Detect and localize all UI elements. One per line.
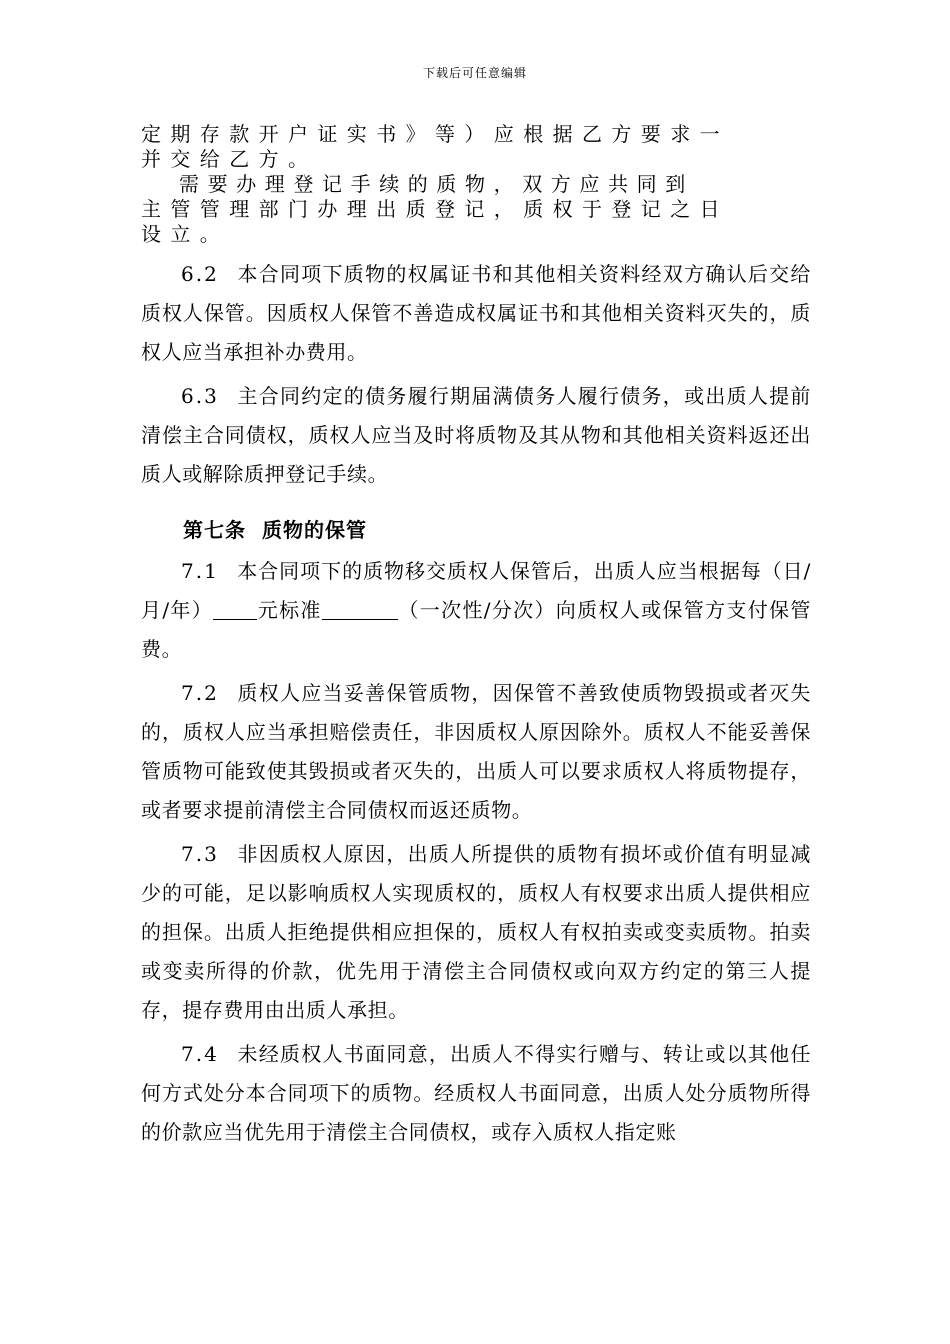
article-7-heading <box>141 512 811 548</box>
clause-7-2 <box>141 674 811 830</box>
clause-6-2 <box>141 255 811 372</box>
clause-text: 质权人应当妥善保管质物，因保管不善致使质物毁损或者灭失的，质权人应当承担赔偿责任，非因质权人原因除外。质权人不能妥善保管质物可能致使其毁损或者灭失的，出质人可以要求质权人将质物提存，或者要求提前清偿主合同债权而返还质物。 <box>141 681 811 822</box>
clause-text: 本合同项下质物的权属证书和其他相关资料经双方确认后交给质权人保管。因质权人保管不善造成权属证书和其他相关资料灭失的，质权人应当承担补办费用。 <box>141 262 811 364</box>
clause-number: 6.2 <box>181 262 219 286</box>
top-line-3: 需要办理登记手续的质物，双方应共同到 <box>179 172 694 196</box>
clause-text: 非因质权人原因，出质人所提供的质物有损坏或价值有明显减少的可能，足以影响质权人实现质权的，质权人有权要求出质人提供相应的担保。出质人拒绝提供相应担保的，质权人有权拍卖或变卖质物。拍卖或变卖所得的价款，优先用于清偿主合同债权或向双方约定的第三人提存，提存费用由出质人承担。 <box>141 842 811 1022</box>
article-title: 质物的保管 <box>262 518 367 542</box>
clause-6-3 <box>141 377 811 494</box>
clause-number: 7.2 <box>181 681 219 705</box>
top-line-5: 设立。 <box>141 222 230 246</box>
clause-number: 7.1 <box>181 559 219 583</box>
clause-text-part1: 本合同项下的质物移交质权人保管后，出质人应当根据每（日/月/年） <box>141 559 811 622</box>
top-line-4: 主管管理部门办理出质登记，质权于登记之日 <box>141 197 729 221</box>
clause-text: 未经质权人书面同意，出质人不得实行赠与、转让或以其他任何方式处分本合同项下的质物。经质权人书面同意，出质人处分质物所得的价款应当优先用于清偿主合同债权，或存入质权人指定账 <box>141 1042 811 1144</box>
fee-amount-blank[interactable] <box>213 599 257 620</box>
clause-number: 7.4 <box>181 1042 219 1066</box>
clause-number: 7.3 <box>181 842 219 866</box>
top-block <box>141 122 811 247</box>
clause-text: 主合同约定的债务履行期届满债务人履行债务，或出质人提前清偿主合同债权，质权人应当及时将质物及其从物和其他相关资料返还出质人或解除质押登记手续。 <box>141 384 811 486</box>
article-number: 第七条 <box>183 518 246 542</box>
document-body <box>141 122 811 1157</box>
clause-7-4 <box>141 1035 811 1152</box>
top-line-2: 并交给乙方。 <box>141 147 318 171</box>
clause-text-part2: 元标准 <box>257 598 322 622</box>
clause-7-3 <box>141 835 811 1030</box>
clause-number: 6.3 <box>181 384 219 408</box>
clause-7-1 <box>141 552 811 669</box>
top-line-1: 定期存款开户证实书》等）应根据乙方要求一 <box>141 122 729 146</box>
clause-text-part3: （一次性/分次）向质权人或保管方支付保管费。 <box>141 598 811 661</box>
page-header: 下载后可任意编辑 <box>422 66 527 80</box>
fee-standard-blank[interactable] <box>322 599 398 620</box>
